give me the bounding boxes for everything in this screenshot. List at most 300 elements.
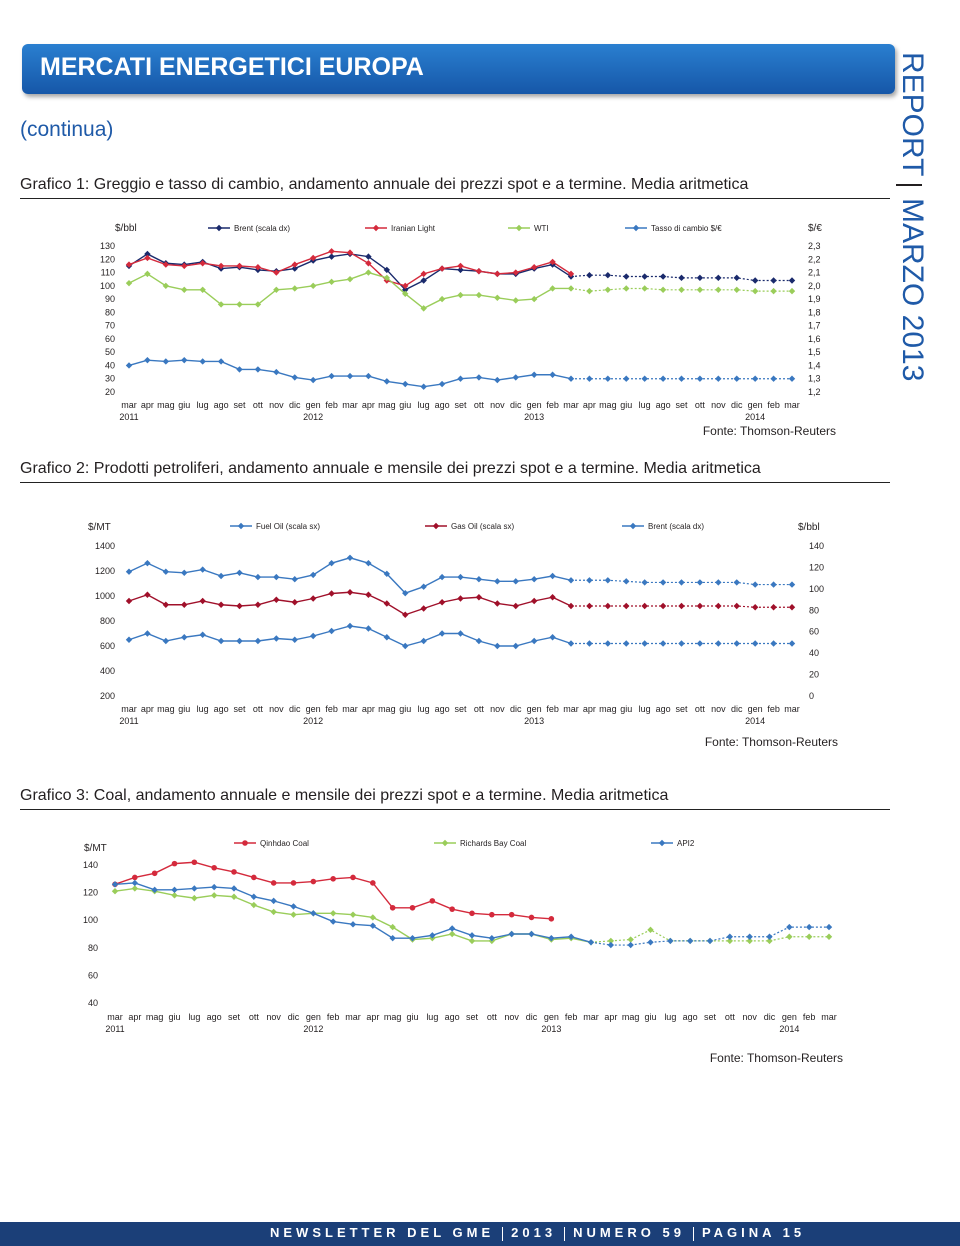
data-point [236, 603, 242, 609]
footer-newsletter: NEWSLETTER DEL GME [270, 1225, 495, 1240]
x-tick-label: gen [747, 704, 763, 714]
legend-label: API2 [677, 839, 695, 848]
series-1 [126, 589, 795, 618]
y-tick-label-left: 200 [99, 691, 115, 701]
y-tick-label-right: 0 [809, 691, 815, 701]
legend [208, 224, 722, 233]
data-point [211, 884, 217, 890]
x-tick-label: lug [638, 704, 651, 714]
x-tick-label: dic [509, 400, 522, 410]
data-point [191, 885, 197, 891]
data-point [678, 287, 684, 293]
x-tick-label: apr [582, 704, 596, 714]
data-point [370, 923, 376, 929]
data-point [697, 376, 703, 382]
data-point [350, 921, 356, 927]
data-point [605, 603, 611, 609]
data-point [291, 880, 297, 886]
data-point [476, 268, 482, 274]
x-tick-label: mar [342, 400, 358, 410]
data-point [211, 892, 217, 898]
x-year-label: 2013 [541, 1024, 562, 1034]
data-point [273, 597, 279, 603]
legend-label: Qinhdao Coal [260, 839, 309, 848]
legend-swatch-marker [442, 840, 448, 846]
x-tick-label: apr [361, 400, 375, 410]
y-axis-unit-right: $/bbl [798, 522, 820, 533]
data-point [171, 892, 177, 898]
data-point [390, 905, 396, 911]
data-point [605, 640, 611, 646]
x-tick-label: mar [563, 704, 579, 714]
footer-year: 2013 [511, 1225, 557, 1240]
data-point [350, 911, 356, 917]
data-point [476, 594, 482, 600]
data-point [734, 287, 740, 293]
legend-swatch-marker [630, 523, 636, 529]
data-point [660, 640, 666, 646]
data-point [605, 272, 611, 278]
data-point [568, 603, 574, 609]
data-point [605, 376, 611, 382]
legend-swatch-marker [659, 840, 665, 846]
data-point [531, 576, 537, 582]
x-tick-label: nov [742, 1012, 757, 1022]
data-point [476, 638, 482, 644]
data-point [531, 638, 537, 644]
series-2 [126, 269, 795, 311]
data-point [697, 287, 703, 293]
data-point [770, 640, 776, 646]
x-tick-label: ott [248, 1012, 259, 1022]
data-point [641, 273, 647, 279]
data-point [494, 600, 500, 606]
x-tick-label: set [454, 704, 467, 714]
series-1 [126, 248, 574, 289]
data-point [647, 927, 653, 933]
data-point [588, 939, 594, 945]
data-point [660, 603, 666, 609]
x-tick-label: gen [305, 1012, 321, 1022]
y-tick-label-left: 1400 [94, 541, 115, 551]
series-0 [126, 623, 795, 649]
y-tick-label-left: 110 [100, 267, 115, 278]
data-point [236, 301, 242, 307]
data-point [641, 640, 647, 646]
data-point [789, 604, 795, 610]
data-point [586, 640, 592, 646]
data-point [218, 602, 224, 608]
y-tick-label-left: 800 [99, 616, 115, 626]
y-tick-label-left: 90 [104, 294, 115, 305]
data-point [494, 578, 500, 584]
data-point [236, 570, 242, 576]
data-point [678, 579, 684, 585]
data-point [310, 283, 316, 289]
data-point [330, 918, 336, 924]
data-point [457, 263, 463, 269]
data-point [746, 934, 752, 940]
x-tick-label: feb [767, 400, 780, 410]
data-point [126, 598, 132, 604]
data-point [786, 924, 792, 930]
data-point [449, 931, 455, 937]
data-point [402, 381, 408, 387]
x-tick-label: ott [473, 400, 484, 410]
data-point [641, 579, 647, 585]
y-tick-label-right: 2,0 [808, 280, 821, 291]
data-point [697, 640, 703, 646]
data-point [697, 275, 703, 281]
y-tick-label-left: 400 [99, 666, 115, 676]
data-point [255, 602, 261, 608]
data-point [181, 570, 187, 576]
data-point [568, 376, 574, 382]
x-tick-label: ago [434, 400, 450, 410]
data-point [568, 285, 574, 291]
data-point [641, 285, 647, 291]
side-issue: MARZO 2013 [896, 198, 930, 382]
data-point [449, 906, 455, 912]
legend-swatch-marker [433, 523, 439, 529]
side-report-word: REPORT [896, 52, 930, 177]
data-point [627, 942, 633, 948]
data-point [271, 880, 277, 886]
x-tick-label: mag [157, 400, 175, 410]
data-point [734, 603, 740, 609]
data-point [605, 287, 611, 293]
x-tick-label: mag [378, 704, 396, 714]
data-point [806, 924, 812, 930]
y-tick-label-right: 60 [809, 626, 820, 637]
x-tick-label: feb [325, 400, 338, 410]
x-tick-label: nov [490, 400, 505, 410]
footer-number: NUMERO 59 [573, 1225, 685, 1240]
y-tick-label-right: 100 [809, 583, 825, 594]
data-point [132, 880, 138, 886]
data-point [218, 573, 224, 579]
data-point [549, 594, 555, 600]
data-point [697, 579, 703, 585]
continua-label: (continua) [20, 118, 114, 141]
data-point [660, 287, 666, 293]
source-note: Fonte: Thomson-Reuters [704, 735, 838, 749]
x-year-label: 2011 [105, 1024, 125, 1034]
data-point [641, 376, 647, 382]
x-tick-label: ago [655, 400, 671, 410]
legend-label: Tasso di cambio $/€ [651, 224, 722, 233]
x-tick-label: mag [157, 704, 175, 714]
y-tick-label-right: 1,4 [808, 360, 821, 371]
data-point [439, 599, 445, 605]
y-tick-label-left: 50 [104, 347, 115, 358]
data-point [549, 372, 555, 378]
legend-item [230, 522, 320, 531]
x-tick-label: gen [543, 1012, 559, 1022]
data-point [152, 870, 158, 876]
data-point [273, 369, 279, 375]
data-point [347, 276, 353, 282]
data-point [586, 577, 592, 583]
x-tick-label: ago [213, 400, 229, 410]
data-point [231, 885, 237, 891]
x-tick-label: mag [599, 400, 617, 410]
x-tick-label: lug [638, 400, 651, 410]
data-point [144, 357, 150, 363]
x-tick-label: lug [196, 704, 209, 714]
data-point [667, 938, 673, 944]
data-point [290, 911, 296, 917]
x-tick-label: dic [509, 704, 522, 714]
x-tick-label: lug [426, 1012, 439, 1022]
data-point [292, 261, 298, 267]
x-tick-label: mar [784, 704, 800, 714]
y-tick-label-right: 1,6 [808, 333, 821, 344]
data-point [144, 630, 150, 636]
y-tick-label-right: 2,1 [808, 267, 821, 278]
x-tick-label: giu [399, 704, 412, 714]
data-point [687, 938, 693, 944]
data-point [513, 643, 519, 649]
x-tick-label: dic [288, 704, 301, 714]
data-point [420, 584, 426, 590]
data-point [605, 577, 611, 583]
x-tick-label: set [233, 400, 246, 410]
y-tick-label-left: 130 [99, 241, 115, 251]
x-tick-label: ott [252, 704, 263, 714]
data-point [513, 578, 519, 584]
data-point [734, 640, 740, 646]
x-tick-label: ago [444, 1012, 460, 1022]
data-point [199, 566, 205, 572]
y-tick-label-left: 80 [87, 942, 98, 953]
y-tick-label-right: 1,7 [808, 320, 821, 331]
data-point [766, 934, 772, 940]
x-tick-label: set [227, 1012, 241, 1022]
legend [230, 522, 704, 531]
data-point [292, 637, 298, 643]
data-point [623, 376, 629, 382]
data-point [752, 640, 758, 646]
x-tick-label: giu [620, 704, 633, 714]
data-point [231, 869, 237, 875]
x-tick-label: giu [620, 400, 633, 410]
data-point [290, 903, 296, 909]
data-point [457, 574, 463, 580]
data-point [251, 902, 257, 908]
data-point [402, 643, 408, 649]
data-point [586, 603, 592, 609]
data-point [715, 376, 721, 382]
data-point [420, 383, 426, 389]
x-tick-label: set [703, 1012, 717, 1022]
data-point [420, 638, 426, 644]
data-point [365, 373, 371, 379]
x-year-label: 2012 [303, 716, 324, 726]
y-tick-label-left: 1000 [94, 591, 115, 601]
x-tick-label: mar [563, 400, 579, 410]
data-point [171, 887, 177, 893]
data-point [678, 275, 684, 281]
data-point [310, 910, 316, 916]
data-point [697, 603, 703, 609]
data-point [647, 939, 653, 945]
y-tick-label-left: 100 [99, 280, 115, 291]
legend-label: Iranian Light [391, 224, 436, 233]
data-point [789, 640, 795, 646]
x-tick-label: apr [582, 400, 596, 410]
y-tick-label-left: 120 [82, 887, 98, 898]
data-point [531, 372, 537, 378]
chart2 [0, 510, 900, 760]
data-point [347, 589, 353, 595]
legend [234, 839, 695, 848]
data-point [251, 894, 257, 900]
x-tick-label: mar [107, 1012, 123, 1022]
data-point [144, 560, 150, 566]
legend-label: Brent (scala dx) [648, 522, 705, 531]
data-point [623, 578, 629, 584]
data-point [389, 924, 395, 930]
x-tick-label: ott [473, 704, 484, 714]
y-tick-label-right: 140 [809, 541, 825, 551]
data-point [389, 935, 395, 941]
chart1 [0, 210, 900, 450]
data-point [752, 376, 758, 382]
legend-swatch-marker [516, 225, 522, 231]
x-tick-label: gen [526, 400, 542, 410]
data-point [623, 285, 629, 291]
data-point [163, 638, 169, 644]
data-point [218, 358, 224, 364]
data-point [410, 905, 416, 911]
x-tick-label: mag [599, 704, 617, 714]
x-tick-label: ago [206, 1012, 222, 1022]
footer-page: PAGINA 15 [701, 1225, 806, 1240]
data-point [489, 912, 495, 918]
x-tick-label: nov [711, 704, 726, 714]
x-tick-label: feb [564, 1012, 578, 1022]
y-tick-label-right: 1,8 [808, 307, 821, 318]
x-tick-label: lug [188, 1012, 201, 1022]
x-tick-label: mag [378, 400, 396, 410]
y-tick-label-right: 2,2 [808, 254, 821, 265]
y-tick-label-left: 1200 [94, 566, 115, 576]
data-point [508, 931, 514, 937]
legend-label: Fuel Oil (scala sx) [256, 522, 321, 531]
x-tick-label: ott [694, 400, 705, 410]
data-point [311, 879, 317, 885]
data-point [310, 377, 316, 383]
x-tick-label: set [465, 1012, 479, 1022]
series-line-spot [129, 592, 571, 615]
data-point [172, 861, 178, 867]
section-banner [22, 44, 895, 94]
x-tick-label: gen [747, 400, 763, 410]
data-point [457, 630, 463, 636]
data-point [370, 880, 376, 886]
legend-item [508, 224, 549, 233]
x-tick-label: mag [145, 1012, 164, 1022]
data-point [163, 569, 169, 575]
x-tick-label: lug [196, 400, 209, 410]
series-3 [126, 357, 795, 390]
y-axis-unit-right: $/€ [808, 223, 822, 234]
y-axis-unit-left: $/bbl [115, 223, 137, 234]
x-tick-label: lug [664, 1012, 677, 1022]
data-point [568, 640, 574, 646]
x-tick-label: apr [140, 704, 154, 714]
data-point [330, 876, 336, 882]
y-tick-label-left: 30 [104, 373, 115, 384]
data-point [826, 934, 832, 940]
data-point [112, 881, 118, 887]
data-point [789, 288, 795, 294]
x-tick-label: mar [121, 400, 137, 410]
chart1-caption: Grafico 1: Greggio e tasso di cambio, andamento annuale dei prezzi spot e a termine. Media aritmetica [20, 176, 749, 193]
data-point [347, 373, 353, 379]
data-point [641, 603, 647, 609]
x-tick-label: apr [361, 704, 375, 714]
data-point [549, 573, 555, 579]
data-point [163, 602, 169, 608]
data-point [384, 378, 390, 384]
legend-label: Richards Bay Coal [460, 839, 527, 848]
y-axis-unit-left: $/MT [88, 522, 111, 533]
data-point [826, 924, 832, 930]
data-point [476, 292, 482, 298]
legend-swatch-marker [242, 840, 248, 846]
data-point [660, 376, 666, 382]
x-tick-label: feb [326, 1012, 340, 1022]
x-tick-label: dic [763, 1012, 776, 1022]
data-point [231, 894, 237, 900]
data-point [528, 931, 534, 937]
data-point [126, 569, 132, 575]
data-point [715, 275, 721, 281]
x-tick-label: apr [366, 1012, 380, 1022]
data-point [715, 287, 721, 293]
data-point [270, 898, 276, 904]
x-tick-label: gen [781, 1012, 797, 1022]
data-point [191, 895, 197, 901]
x-tick-label: mag [621, 1012, 640, 1022]
x-tick-label: ott [486, 1012, 497, 1022]
x-tick-label: apr [604, 1012, 618, 1022]
data-point [310, 595, 316, 601]
x-year-label: 2012 [303, 1024, 324, 1034]
data-point [513, 374, 519, 380]
data-point [439, 381, 445, 387]
data-point [469, 911, 475, 917]
data-point [218, 638, 224, 644]
y-tick-label-right: 1,9 [808, 294, 821, 305]
data-point [292, 374, 298, 380]
data-point [531, 598, 537, 604]
data-point [494, 643, 500, 649]
data-point [132, 875, 138, 881]
y-tick-label-right: 40 [809, 648, 820, 659]
x-tick-label: nov [266, 1012, 281, 1022]
data-point [365, 592, 371, 598]
x-tick-label: mag [383, 1012, 402, 1022]
data-point [549, 285, 555, 291]
x-tick-label: nov [269, 400, 284, 410]
x-tick-label: giu [178, 400, 191, 410]
data-point [469, 938, 475, 944]
data-point [126, 280, 132, 286]
legend-item [234, 839, 309, 848]
